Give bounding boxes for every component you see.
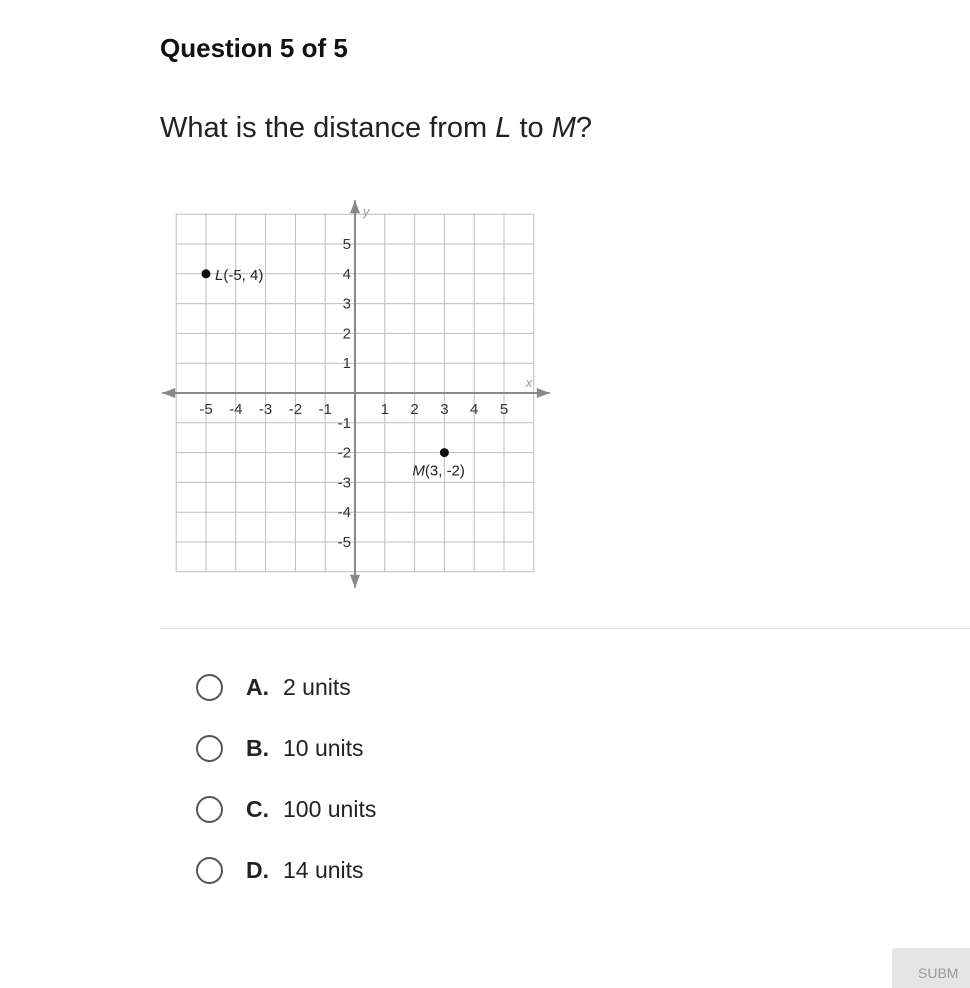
question-prefix: What is the distance from [160, 112, 496, 144]
point-label-var-l: L [215, 266, 224, 284]
x-tick-label: -1 [318, 401, 332, 418]
choice-d-text: 14 units [283, 856, 364, 883]
radio-a[interactable] [196, 674, 223, 701]
radio-d[interactable] [196, 857, 223, 884]
choice-b[interactable] [196, 731, 364, 765]
y-tick-label: 2 [342, 325, 351, 343]
choice-b-text: 10 units [283, 734, 364, 761]
y-tick-label: 5 [342, 236, 351, 253]
graph-svg [160, 195, 560, 595]
point-l [202, 269, 211, 278]
choice-c[interactable] [196, 792, 376, 826]
submit-button[interactable]: SUBM [892, 948, 970, 988]
x-tick-label: 1 [380, 401, 389, 418]
choice-d[interactable] [196, 853, 364, 887]
y-tick-label: 1 [342, 355, 351, 373]
choice-a-letter: A. [246, 673, 269, 700]
x-tick-label: 4 [470, 401, 479, 418]
x-axis-label: x [525, 375, 533, 390]
choice-a-text: 2 units [283, 673, 351, 700]
choice-c-letter: C. [246, 795, 269, 822]
point-label-l [215, 267, 263, 284]
point-label-coords-l: (-5, 4) [223, 266, 264, 284]
y-tick-label: -3 [337, 474, 351, 492]
x-axis-arrow-right [537, 388, 550, 398]
y-tick-label: -1 [337, 414, 351, 432]
question-var-m: M [551, 112, 576, 144]
choice-d-letter: D. [246, 856, 269, 883]
question-var-l: L [495, 112, 512, 144]
y-tick-label: -4 [337, 504, 351, 522]
radio-c[interactable] [196, 796, 223, 823]
question-prompt [160, 112, 592, 145]
x-tick-label: -5 [199, 401, 213, 418]
x-axis-arrow-left [162, 388, 175, 398]
point-m [440, 448, 449, 457]
choice-b-letter: B. [246, 734, 269, 761]
choice-a[interactable] [196, 670, 351, 704]
x-tick-label: 5 [499, 401, 509, 418]
coordinate-graph [160, 195, 560, 600]
radio-b[interactable] [196, 735, 223, 762]
y-tick-label: 3 [342, 295, 351, 313]
x-tick-label: -4 [229, 401, 243, 418]
divider [160, 628, 970, 629]
choice-c-text: 100 units [283, 795, 377, 822]
y-axis-arrow-down [350, 575, 360, 588]
point-label-var-m: M [412, 462, 425, 480]
y-axis-arrow-up [350, 200, 360, 213]
y-tick-label: -2 [337, 444, 351, 462]
x-tick-label: -3 [258, 401, 273, 418]
question-suffix: ? [575, 112, 593, 144]
point-label-coords-m: (3, -2) [424, 462, 465, 480]
y-axis-label: y [363, 204, 370, 220]
y-tick-label: 4 [342, 265, 351, 283]
x-tick-label: -2 [288, 401, 303, 418]
question-counter: Question 5 of 5 [160, 33, 348, 63]
point-label-m [412, 463, 465, 480]
y-tick-label: -5 [337, 534, 351, 551]
question-middle: to [511, 112, 552, 144]
x-tick-label: 3 [440, 401, 449, 418]
x-tick-label: 2 [410, 401, 419, 418]
